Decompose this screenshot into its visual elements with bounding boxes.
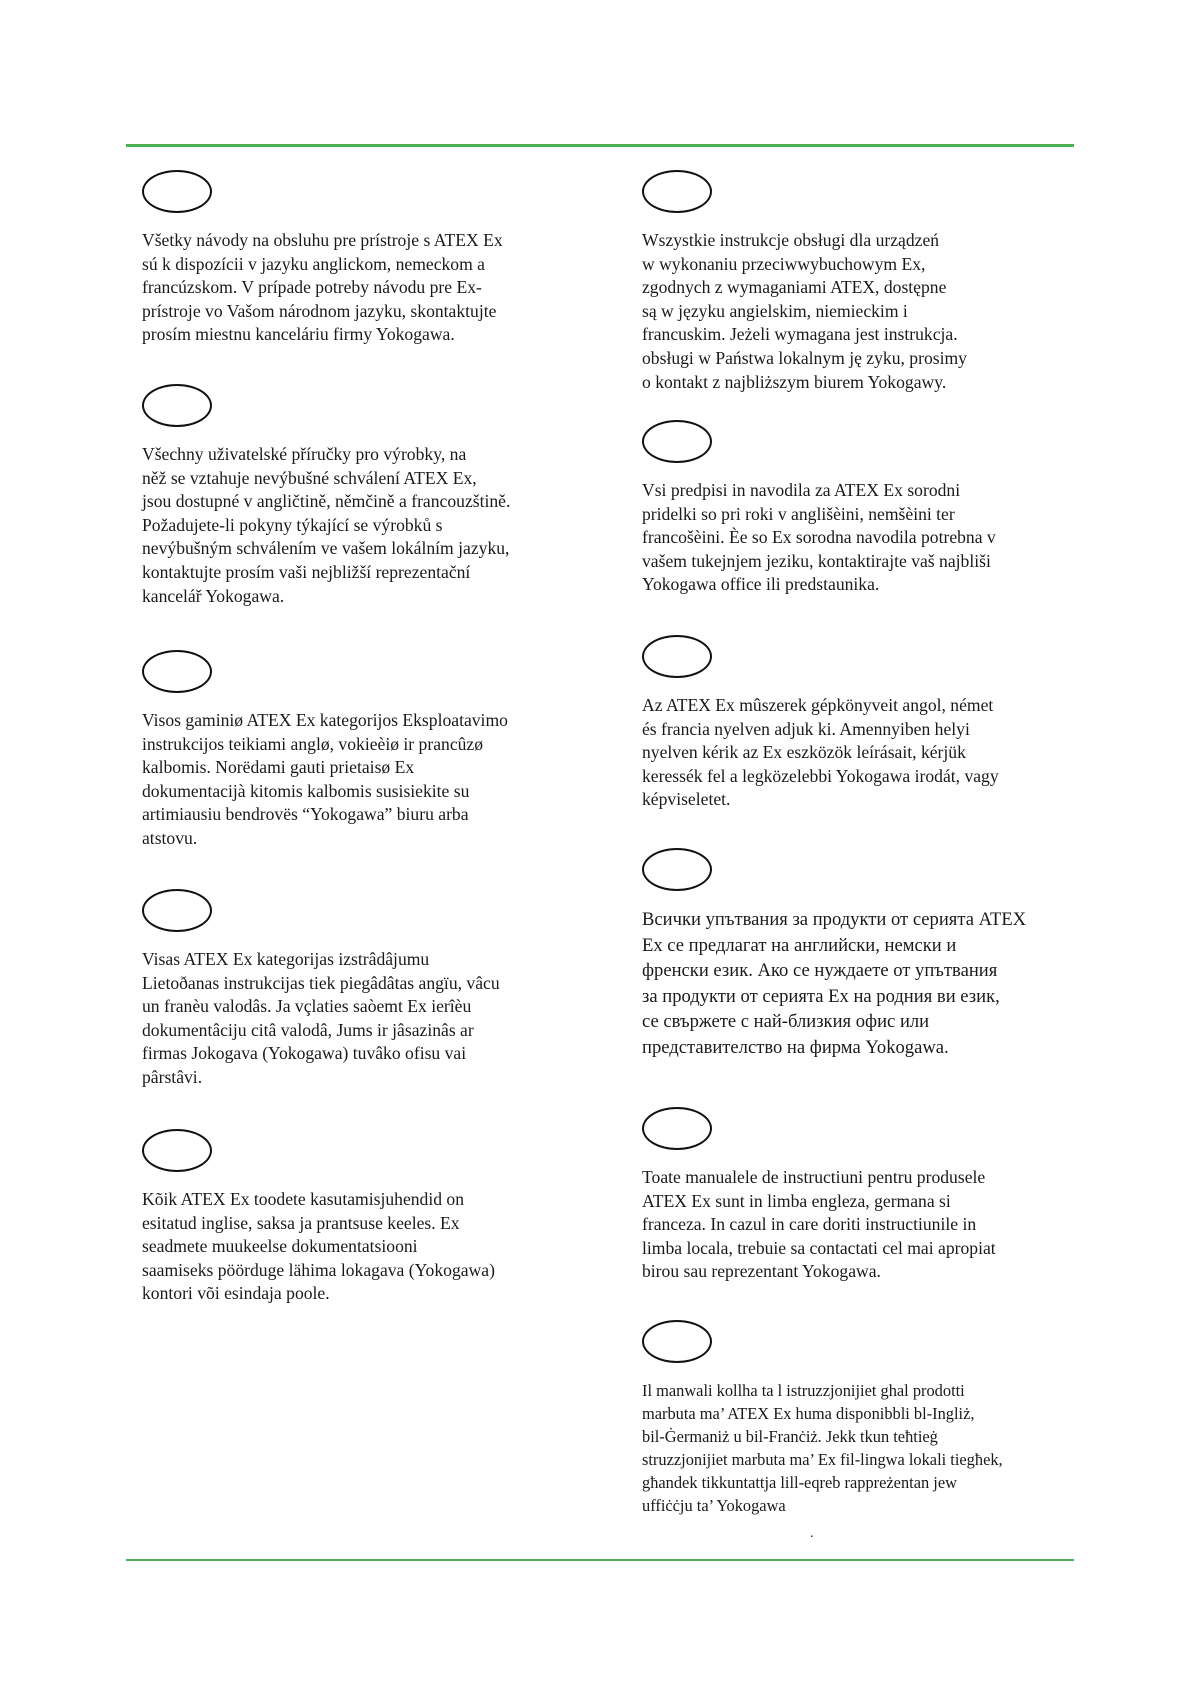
paragraph-line: o kontakt z najbliższym biurem Yokogawy. bbox=[642, 371, 947, 392]
paragraph-line: franceza. In cazul in care doriti instructiunile in bbox=[642, 1214, 977, 1235]
paragraph-line: Všechny uživatelské příručky pro výrobky, na bbox=[142, 444, 467, 464]
paragraph-line: saamiseks pöörduge lähima lokagava (Yokogawa) bbox=[142, 1259, 495, 1280]
language-block-czech bbox=[142, 384, 592, 608]
language-block-estonian bbox=[142, 1129, 592, 1306]
language-block-polish bbox=[642, 170, 1092, 394]
language-block-bulgarian bbox=[642, 848, 1092, 1060]
language-block-latvian bbox=[142, 889, 592, 1090]
language-badge bbox=[642, 848, 712, 891]
paragraph-line: Požadujete-li pokyny týkající se výrobků s bbox=[142, 514, 443, 535]
language-badge bbox=[142, 1129, 212, 1172]
paragraph-line: sú k dispozícii v jazyku anglickom, nemeckom a bbox=[142, 253, 485, 274]
paragraph-line: obsługi w Państwa lokalnym ję zyku, prosimy bbox=[642, 347, 967, 368]
top-rule bbox=[126, 144, 1074, 147]
paragraph-line: képviseletet. bbox=[642, 789, 731, 810]
paragraph-line: френски език. Ако се нуждаете от упътвания bbox=[642, 960, 998, 981]
paragraph-line: Всички упътвания за продукти от серията ATEX bbox=[642, 909, 1027, 930]
paragraph-line: се свържете с най-близкия офис или bbox=[642, 1011, 930, 1032]
paragraph-line: Il manwali kollha ta l istruzzjonijiet ghal prodotti bbox=[642, 1381, 965, 1400]
paragraph-line: за продукти от серията Ex на родния ви език, bbox=[642, 985, 1000, 1007]
paragraph-line: kontaktujte prosím vaši nejbližší reprezentační bbox=[142, 561, 471, 582]
paragraph-line: kalbomis. Norëdami gauti prietaisø Ex bbox=[142, 757, 415, 778]
paragraph-line: Visos gaminiø ATEX Ex kategorijos Eksploatavimo bbox=[142, 710, 508, 730]
paragraph-line: Az ATEX Ex mûszerek gépkönyveit angol, német bbox=[642, 695, 994, 715]
paragraph-line: Lietoðanas instrukcijas tiek piegâdâtas angïu, vâcu bbox=[142, 972, 500, 993]
language-badge bbox=[142, 384, 212, 427]
paragraph-line: prosím miestnu kanceláriu firmy Yokogawa. bbox=[142, 324, 455, 345]
language-badge bbox=[142, 889, 212, 932]
paragraph-line: prístroje vo Vašom národnom jazyku, skontaktujte bbox=[142, 300, 497, 321]
paragraph-line: francuskim. Jeżeli wymagana jest instrukcja. bbox=[642, 324, 958, 345]
paragraph-line: francošèini. Èe so Ex sorodna navodila potrebna v bbox=[642, 527, 996, 548]
paragraph-line: kontori või esindaja poole. bbox=[142, 1283, 330, 1304]
paragraph-line: Kõik ATEX Ex toodete kasutamisjuhendid on bbox=[142, 1189, 465, 1209]
language-badge bbox=[642, 170, 712, 213]
bottom-rule bbox=[126, 1559, 1074, 1561]
instruction-paragraph bbox=[642, 907, 1092, 1060]
language-block-lithuanian bbox=[142, 650, 592, 851]
instruction-paragraph bbox=[142, 709, 592, 851]
paragraph-line: nevýbušným schválením ve vašem lokálním jazyku, bbox=[142, 538, 510, 559]
paragraph-line: něž se vztahuje nevýbušné schválení ATEX Ex, bbox=[142, 467, 477, 488]
instruction-paragraph bbox=[642, 229, 1092, 394]
language-badge bbox=[642, 1107, 712, 1150]
language-block-slovak bbox=[142, 170, 592, 347]
language-block-hungarian bbox=[642, 635, 1092, 812]
instruction-paragraph bbox=[142, 229, 592, 347]
instruction-paragraph bbox=[642, 694, 1092, 812]
instruction-paragraph bbox=[642, 1166, 1092, 1284]
paragraph-line: francúzskom. V prípade potreby návodu pre Ex- bbox=[142, 277, 482, 298]
instruction-paragraph bbox=[142, 443, 592, 608]
language-badge bbox=[642, 1320, 712, 1363]
language-block-slovenian bbox=[642, 420, 1092, 597]
instruction-paragraph bbox=[642, 1379, 1092, 1517]
paragraph-line: kancelář Yokogawa. bbox=[142, 585, 285, 606]
instruction-paragraph bbox=[142, 948, 592, 1090]
paragraph-line: pridelki so pri roki v anglišèini, nemšèini ter bbox=[642, 503, 955, 524]
instruction-paragraph bbox=[142, 1188, 592, 1306]
paragraph-line: bil-Ġermaniż u bil-Franċiż. Jekk tkun teħtieġ bbox=[642, 1427, 938, 1446]
paragraph-line: atstovu. bbox=[142, 827, 198, 848]
paragraph-line: keressék fel a legközelebbi Yokogawa irodát, vagy bbox=[642, 765, 999, 786]
language-badge bbox=[642, 635, 712, 678]
paragraph-line: zgodnych z wymaganiami ATEX, dostępne bbox=[642, 277, 947, 298]
paragraph-line: uffiċċju ta’ Yokogawa bbox=[642, 1496, 786, 1515]
paragraph-line: pârstâvi. bbox=[142, 1066, 203, 1087]
paragraph-line: seadmete muukeelse dokumentatsiooni bbox=[142, 1236, 418, 1257]
paragraph-line: w wykonaniu przeciwwybuchowym Ex, bbox=[642, 253, 926, 274]
paragraph-line: és francia nyelven adjuk ki. Amennyiben helyi bbox=[642, 718, 970, 739]
paragraph-line: Wszystkie instrukcje obsługi dla urządzeń bbox=[642, 230, 940, 250]
language-block-maltese bbox=[642, 1320, 1092, 1517]
paragraph-line: limba locala, trebuie sa contactati cel mai apropiat bbox=[642, 1237, 996, 1258]
paragraph-line: dokumentacijà kitomis kalbomis susisiekite su bbox=[142, 780, 470, 801]
paragraph-line: Všetky návody na obsluhu pre prístroje s ATEX Ex bbox=[142, 230, 503, 250]
language-badge bbox=[642, 420, 712, 463]
paragraph-line: Ex се предлагат на английски, немски и bbox=[642, 934, 957, 956]
language-badge bbox=[142, 170, 212, 213]
instruction-paragraph bbox=[642, 479, 1092, 597]
paragraph-line: vašem tukejnjem jeziku, kontaktirajte vaš najbliši bbox=[642, 550, 991, 571]
paragraph-line: Toate manualele de instructiuni pentru produsele bbox=[642, 1167, 986, 1187]
paragraph-line: instrukcijos teikiami anglø, vokieèiø ir prancûzø bbox=[142, 733, 484, 754]
paragraph-line: są w języku angielskim, niemieckim i bbox=[642, 300, 908, 321]
paragraph-line: Vsi predpisi in navodila za ATEX Ex sorodni bbox=[642, 480, 961, 500]
paragraph-line: Visas ATEX Ex kategorijas izstrâdâjumu bbox=[142, 949, 430, 969]
paragraph-line: firmas Jokogava (Yokogawa) tuvâko ofisu vai bbox=[142, 1043, 467, 1064]
paragraph-line: struzzjonijiet marbuta ma’ Ex fil-lingwa lokali tiegħek, bbox=[642, 1450, 1003, 1469]
paragraph-line: marbuta ma’ ATEX Ex huma disponibbli bl-Ingliż, bbox=[642, 1404, 975, 1423]
paragraph-line: dokumentâciju citâ valodâ, Jums ir jâsazinâs ar bbox=[142, 1019, 474, 1040]
paragraph-line: Yokogawa office ili predstaunika. bbox=[642, 574, 880, 595]
paragraph-line: esitatud inglise, saksa ja prantsuse keeles. Ex bbox=[142, 1212, 460, 1233]
paragraph-line: un franèu valodâs. Ja vçlaties saòemt Ex ierîèu bbox=[142, 996, 472, 1017]
footer-mark: . bbox=[810, 1526, 814, 1541]
paragraph-line: għandek tikkuntattja lill-eqreb rappreżentan jew bbox=[642, 1473, 957, 1492]
paragraph-line: jsou dostupné v angličtině, němčině a francouzštině. bbox=[142, 491, 511, 512]
paragraph-line: birou sau reprezentant Yokogawa. bbox=[642, 1261, 881, 1282]
language-badge bbox=[142, 650, 212, 693]
paragraph-line: представителство на фирма Yokogawa. bbox=[642, 1036, 949, 1058]
paragraph-line: nyelven kérik az Ex eszközök leírásait, kérjük bbox=[642, 742, 966, 763]
paragraph-line: artimiausiu bendrovës “Yokogawa” biuru arba bbox=[142, 804, 469, 825]
language-block-romanian bbox=[642, 1107, 1092, 1284]
paragraph-line: ATEX Ex sunt in limba engleza, germana si bbox=[642, 1190, 951, 1211]
